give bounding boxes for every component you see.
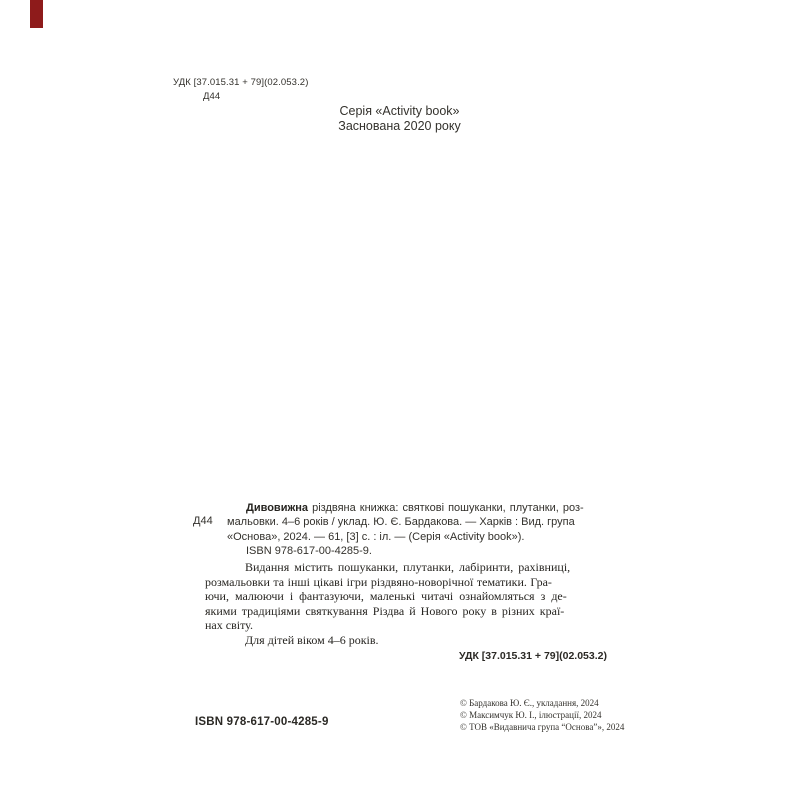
annotation-block xyxy=(205,560,607,663)
author-sign: Д44 xyxy=(203,90,221,102)
red-corner-mark xyxy=(30,0,43,28)
copyright-illustrator: © Максимчук Ю. І., ілюстрації, 2024 xyxy=(460,710,602,721)
udc-code: УДК [37.015.31 + 79](02.053.2) xyxy=(173,77,309,88)
catalog-line-2: мальовки. 4–6 років / уклад. Ю. Є. Бардакова. — Харків : Вид. група xyxy=(227,516,575,529)
catalog-line-3: «Основа», 2024. — 61, [3] с. : іл. — (Серія «Activity book»). xyxy=(227,530,525,543)
copyright-block xyxy=(460,697,624,734)
copyright-publisher: © ТОВ «Видавнича група “Основа”», 2024 xyxy=(460,722,625,733)
audience-line: Для дітей віком 4–6 років. xyxy=(245,632,379,647)
catalog-author-sign: Д44 xyxy=(193,515,213,527)
udc-code-bottom: УДК [37.015.31 + 79](02.053.2) xyxy=(458,649,607,662)
catalog-line-1-rest: різдвяна книжка: святкові пошуканки, плутанки, роз- xyxy=(308,502,584,514)
book-title: Дивовижна xyxy=(246,502,309,514)
catalog-card xyxy=(227,501,593,558)
annotation-line-1: Видання містить пошуканки, плутанки, лабіринти, рахівниці, xyxy=(245,560,571,574)
annotation-line-5: нах світу. xyxy=(205,618,253,633)
series-founded: Заснована 2020 року xyxy=(338,118,461,133)
series-block xyxy=(227,104,572,134)
catalog-line-1 xyxy=(227,501,593,515)
annotation-line-4: якими традиціями святкування Різдва й Нового року в різних краї- xyxy=(205,603,565,618)
series-title: Серія «Activity book» xyxy=(339,104,460,118)
annotation-line-3: ючи, малюючи і фантазуючи, маленькі читачі ознайомляться з де- xyxy=(205,589,567,604)
isbn-footer: ISBN 978-617-00-4285-9 xyxy=(195,716,329,728)
catalog-isbn: ISBN 978-617-00-4285-9. xyxy=(246,544,372,557)
copyright-compiler: © Бардакова Ю. Є., укладання, 2024 xyxy=(460,698,599,708)
annotation-line-2: розмальовки та інші цікаві ігри різдвяно-новорічної тематики. Гра- xyxy=(205,574,552,589)
udc-block xyxy=(173,76,308,103)
